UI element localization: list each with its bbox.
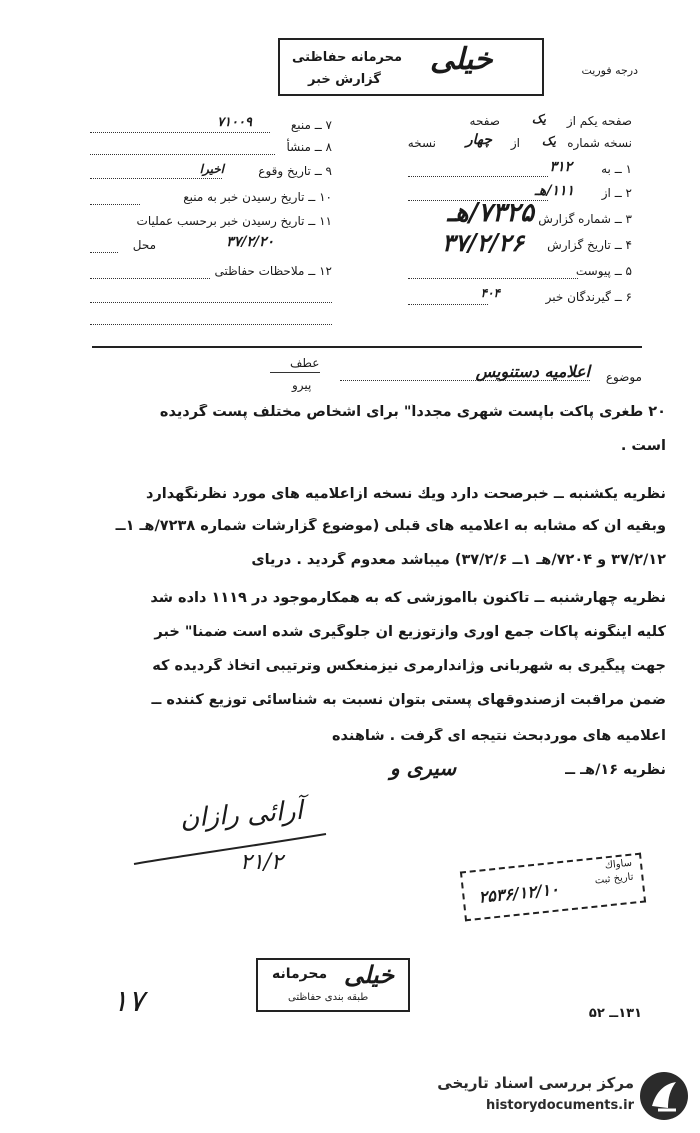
watermark-url: historydocuments.ir	[485, 1098, 634, 1113]
field-source-label: ۷ ــ منبع	[290, 118, 332, 132]
body-line-1: ۲۰ طغری پاکت باپست شهری مجدداً" برای اشخاص مختلف پست گردیده	[159, 404, 666, 420]
field-occurrence-label: ۹ ــ تاریخ وقوع	[258, 164, 332, 178]
page-line-label: صفحه یکم از	[566, 114, 632, 128]
separator-line	[92, 346, 642, 348]
left-fields	[90, 115, 332, 328]
body-line-6: نظریه چهارشنبه ــ تاکنون باآموزشی که به همکارموجود در ۱۱۱۹ داده شد	[150, 590, 666, 606]
dotted-line	[90, 278, 210, 279]
doc-code: ۱۳۱ــ ۵۲	[588, 1006, 642, 1021]
footer-stamp-word: محرمانه	[272, 966, 328, 982]
dotted-line	[90, 178, 222, 179]
received-stamp	[460, 853, 646, 922]
body-line-2: است .	[620, 438, 666, 454]
dotted-line	[408, 304, 488, 305]
priority-label: درجه فوریت	[581, 64, 638, 77]
footer-stamp-label: طبقه بندی حفاظتی	[288, 992, 369, 1003]
dotted-line	[408, 176, 548, 177]
nazarieh-handwritten-signature: سیری و	[390, 756, 457, 780]
item-report-date-value: ۳۷/۲/۲۶	[442, 228, 524, 257]
stamp-handwritten-word: خیلی	[430, 42, 493, 77]
stamp-printed-word: محرمانه حفاظتی	[292, 50, 403, 65]
subject-value: اعلامیه دستنویس	[475, 362, 590, 381]
dotted-line	[90, 324, 332, 325]
field-received-source-label: ۱۰ ــ تاریخ رسیدن خبر به منبع	[183, 190, 332, 204]
subject-label: موضوع	[605, 370, 642, 384]
received-stamp-line2: تاریخ ثبت	[594, 871, 634, 887]
copy-line-count: چهار	[465, 132, 492, 148]
corner-handwritten-mark: ۱۷	[112, 984, 145, 1019]
copy-line-mid: از	[510, 136, 520, 150]
item-from-label: ۲ ــ از	[601, 186, 632, 200]
copy-line-unit: نسخه	[407, 136, 436, 150]
received-stamp-line1: ساواك	[604, 857, 633, 872]
signature-stroke	[130, 826, 330, 876]
dotted-line	[90, 132, 270, 133]
signature-1: آرائی رازان	[179, 795, 304, 835]
signature-2: ۲۱/۲	[240, 850, 283, 875]
item-from-value: ۱۱۱/هـ	[534, 183, 574, 199]
item-attachment-label: ۵ ــ پیوست	[575, 264, 632, 278]
dotted-line	[90, 154, 275, 155]
field-occurrence-value: اخیرا	[199, 162, 224, 176]
item-report-number-value: ۷۳۲۵/هـ	[447, 198, 534, 228]
dotted-line	[408, 278, 578, 279]
item-recipients-value: ۴۰۴	[480, 286, 500, 300]
archive-logo-icon	[638, 1070, 690, 1122]
copy-line-value: یک	[541, 134, 556, 148]
field-received-ops-label: ۱۱ ــ تاریخ رسیدن خبر برحسب عملیات	[136, 214, 332, 228]
item-report-date-label: ۴ ــ تاریخ گزارش	[547, 238, 632, 252]
body-line-9: ضمن مراقبت ازصندوقهای پستی بتوان نسبت به شناسائی توزیع کننده ــ	[151, 692, 666, 708]
body-line-5: ۳۷/۲/۱۲ و ۷۲۰۴/هـ ۱ــ ۳۷/۲/۶) میباشد معدوم گردید . دریای	[251, 552, 666, 568]
peyro-label: پیرو	[292, 378, 312, 392]
dotted-line	[90, 302, 332, 303]
item-to-value: ۳۱۲	[549, 159, 572, 175]
right-fields	[368, 114, 632, 314]
atf-divider	[270, 372, 320, 373]
page-line-value: یک	[531, 112, 546, 126]
item-recipients-label: ۶ ــ گیرندگان خبر	[545, 290, 632, 304]
body-line-4: وبقیه آن که مشابه به اعلامیه های قبلی (موضوع گزارشات شماره ۷۲۳۸/هـ ۱ــ	[115, 518, 666, 534]
body-line-11: نظریه ۱۶/هـ ــ	[565, 762, 666, 778]
item-report-number-label: ۳ ــ شماره گزارش	[538, 212, 632, 226]
classification-stamp	[278, 38, 544, 96]
footer-classification-stamp	[256, 958, 410, 1012]
field-security-notes-label: ۱۲ ــ ملاحظات حفاظتی	[214, 264, 332, 278]
footer-stamp-handwritten: خیلی	[344, 960, 395, 989]
watermark-title: مرکز بررسی اسناد تاریخی	[437, 1074, 634, 1092]
dotted-line	[340, 380, 590, 381]
item-to-label: ۱ ــ به	[601, 162, 632, 176]
page-line-unit: صفحه	[469, 114, 500, 128]
body-line-7: کلیه اینگونه پاکات جمع آوری وازتوزیع آن جلوگیری شده است ضمنا" خبر	[154, 624, 666, 640]
field-origin-label: ۸ ــ منشأ	[286, 140, 332, 154]
atf-label: عطف	[290, 356, 320, 370]
body-line-8: جهت پیگیری به شهربانی وژاندارمری نیزمنعکس وترتیبی اتخاذ گردیده که	[152, 658, 666, 674]
field-source-value: ۷۱۰۰۹	[217, 115, 252, 130]
dotted-line	[90, 252, 118, 253]
field-place-label: محل	[132, 238, 156, 252]
body-line-10: اعلامیه های موردبحث نتیجه ای گرفت . شاهنده	[331, 728, 666, 744]
field-place-value: ۳۷/۲/۲۰	[226, 234, 274, 250]
received-stamp-date: ۲۵۳۶/۱۲/۱۰	[477, 879, 560, 907]
stamp-report-type: گزارش خبر	[308, 72, 381, 87]
watermark	[418, 1066, 692, 1126]
copy-line-label: نسخه شماره	[567, 136, 632, 150]
dotted-line	[90, 204, 140, 205]
body-line-3: نظریه یکشنبه ــ خبرصحت دارد ویك نسخه ازاعلامیه های مورد نظرنگهدارد	[146, 486, 666, 502]
